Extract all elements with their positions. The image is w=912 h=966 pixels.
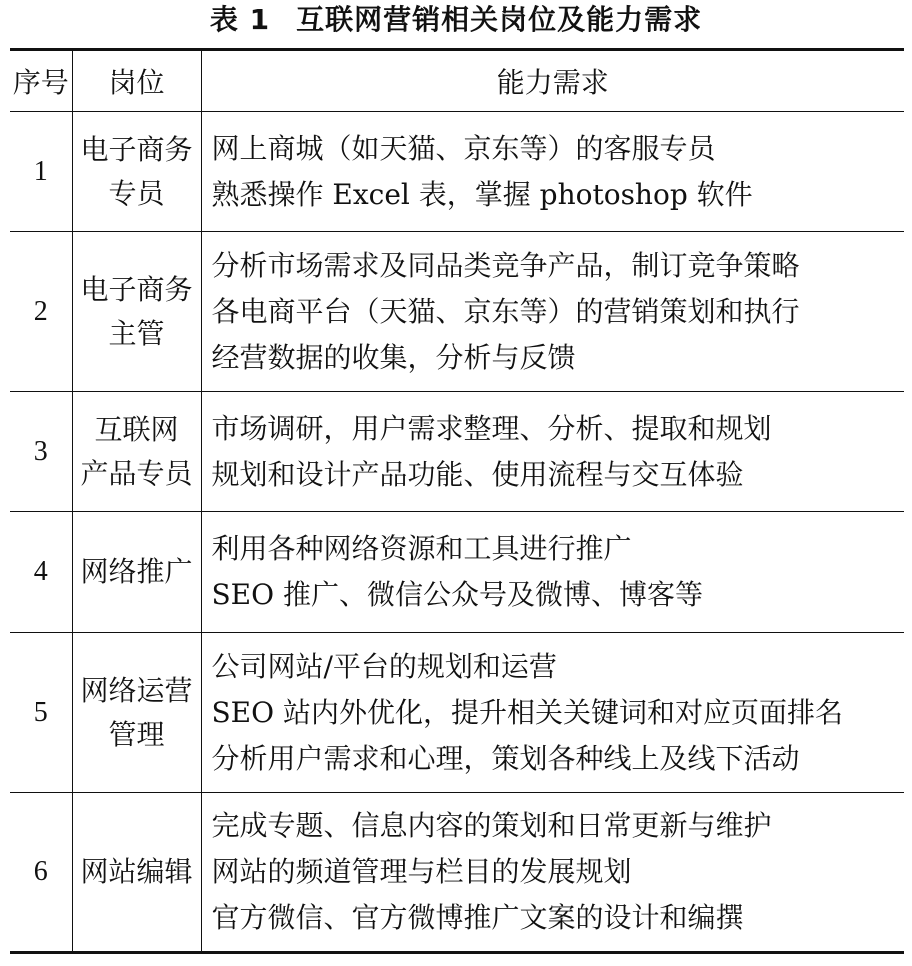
position-line: 网站编辑 (80, 855, 193, 888)
requirement-line: 熟悉操作 Excel 表，掌握 photoshop 软件 (211, 177, 753, 211)
row-requirements (201, 512, 904, 633)
row-index: 6 (10, 793, 72, 953)
requirement-line: 分析市场需求及同品类竞争产品，制订竞争策略 (211, 248, 800, 282)
header-requirements: 能力需求 (201, 50, 904, 112)
row-position (72, 392, 201, 512)
table-header-row (10, 50, 904, 112)
table-number: 表 1 (209, 3, 271, 36)
row-index: 1 (10, 112, 72, 232)
table-title: 互联网营销相关岗位及能力需求 (296, 3, 703, 36)
requirement-line: 利用各种网络资源和工具进行推广 (211, 532, 632, 565)
requirement-line: 公司网站/平台的规划和运营 (211, 649, 557, 683)
requirement-line: SEO 站内外优化，提升相关关键词和对应页面排名 (211, 695, 843, 729)
header-position: 岗位 (72, 50, 201, 112)
requirement-line: 各电商平台（天猫、京东等）的营销策划和执行 (211, 294, 800, 328)
row-requirements (201, 232, 904, 392)
row-index: 3 (10, 392, 72, 512)
row-requirements (201, 793, 904, 953)
row-requirements (201, 112, 904, 232)
requirement-line: 规划和设计产品功能、使用流程与交互体验 (211, 457, 744, 491)
row-position (72, 793, 201, 953)
table-row (10, 112, 904, 232)
table-row (10, 512, 904, 633)
table-row (10, 633, 904, 793)
requirement-line: 经营数据的收集，分析与反馈 (211, 340, 576, 374)
position-line: 网络运营 (80, 673, 193, 707)
position-line: 管理 (108, 717, 165, 751)
position-line: 专员 (108, 176, 165, 210)
position-line: 产品专员 (80, 456, 193, 490)
table-row (10, 793, 904, 953)
row-requirements (201, 392, 904, 512)
position-line: 电子商务 (80, 272, 193, 306)
position-line: 主管 (108, 316, 165, 350)
table-row (10, 232, 904, 392)
row-position (72, 112, 201, 232)
row-index: 4 (10, 512, 72, 633)
requirement-line: 官方微信、官方微博推广文案的设计和编撰 (211, 901, 744, 934)
requirement-line: 分析用户需求和心理，策划各种线上及线下活动 (211, 741, 800, 775)
row-requirements (201, 633, 904, 793)
position-line: 互联网 (94, 412, 179, 446)
row-position (72, 512, 201, 633)
position-line: 网络推广 (80, 555, 193, 588)
row-index: 2 (10, 232, 72, 392)
table-caption (0, 0, 912, 44)
row-position (72, 633, 201, 793)
position-line: 电子商务 (80, 132, 193, 166)
requirement-line: 市场调研，用户需求整理、分析、提取和规划 (211, 411, 772, 445)
row-position (72, 232, 201, 392)
header-index: 序号 (10, 50, 72, 112)
requirement-line: 完成专题、信息内容的策划和日常更新与维护 (211, 809, 772, 842)
positions-table (10, 48, 904, 954)
requirement-line: 网上商城（如天猫、京东等）的客服专员 (211, 131, 716, 165)
requirement-line: SEO 推广、微信公众号及微博、博客等 (211, 578, 703, 611)
table-row (10, 392, 904, 512)
requirement-line: 网站的频道管理与栏目的发展规划 (211, 855, 632, 888)
row-index: 5 (10, 633, 72, 793)
